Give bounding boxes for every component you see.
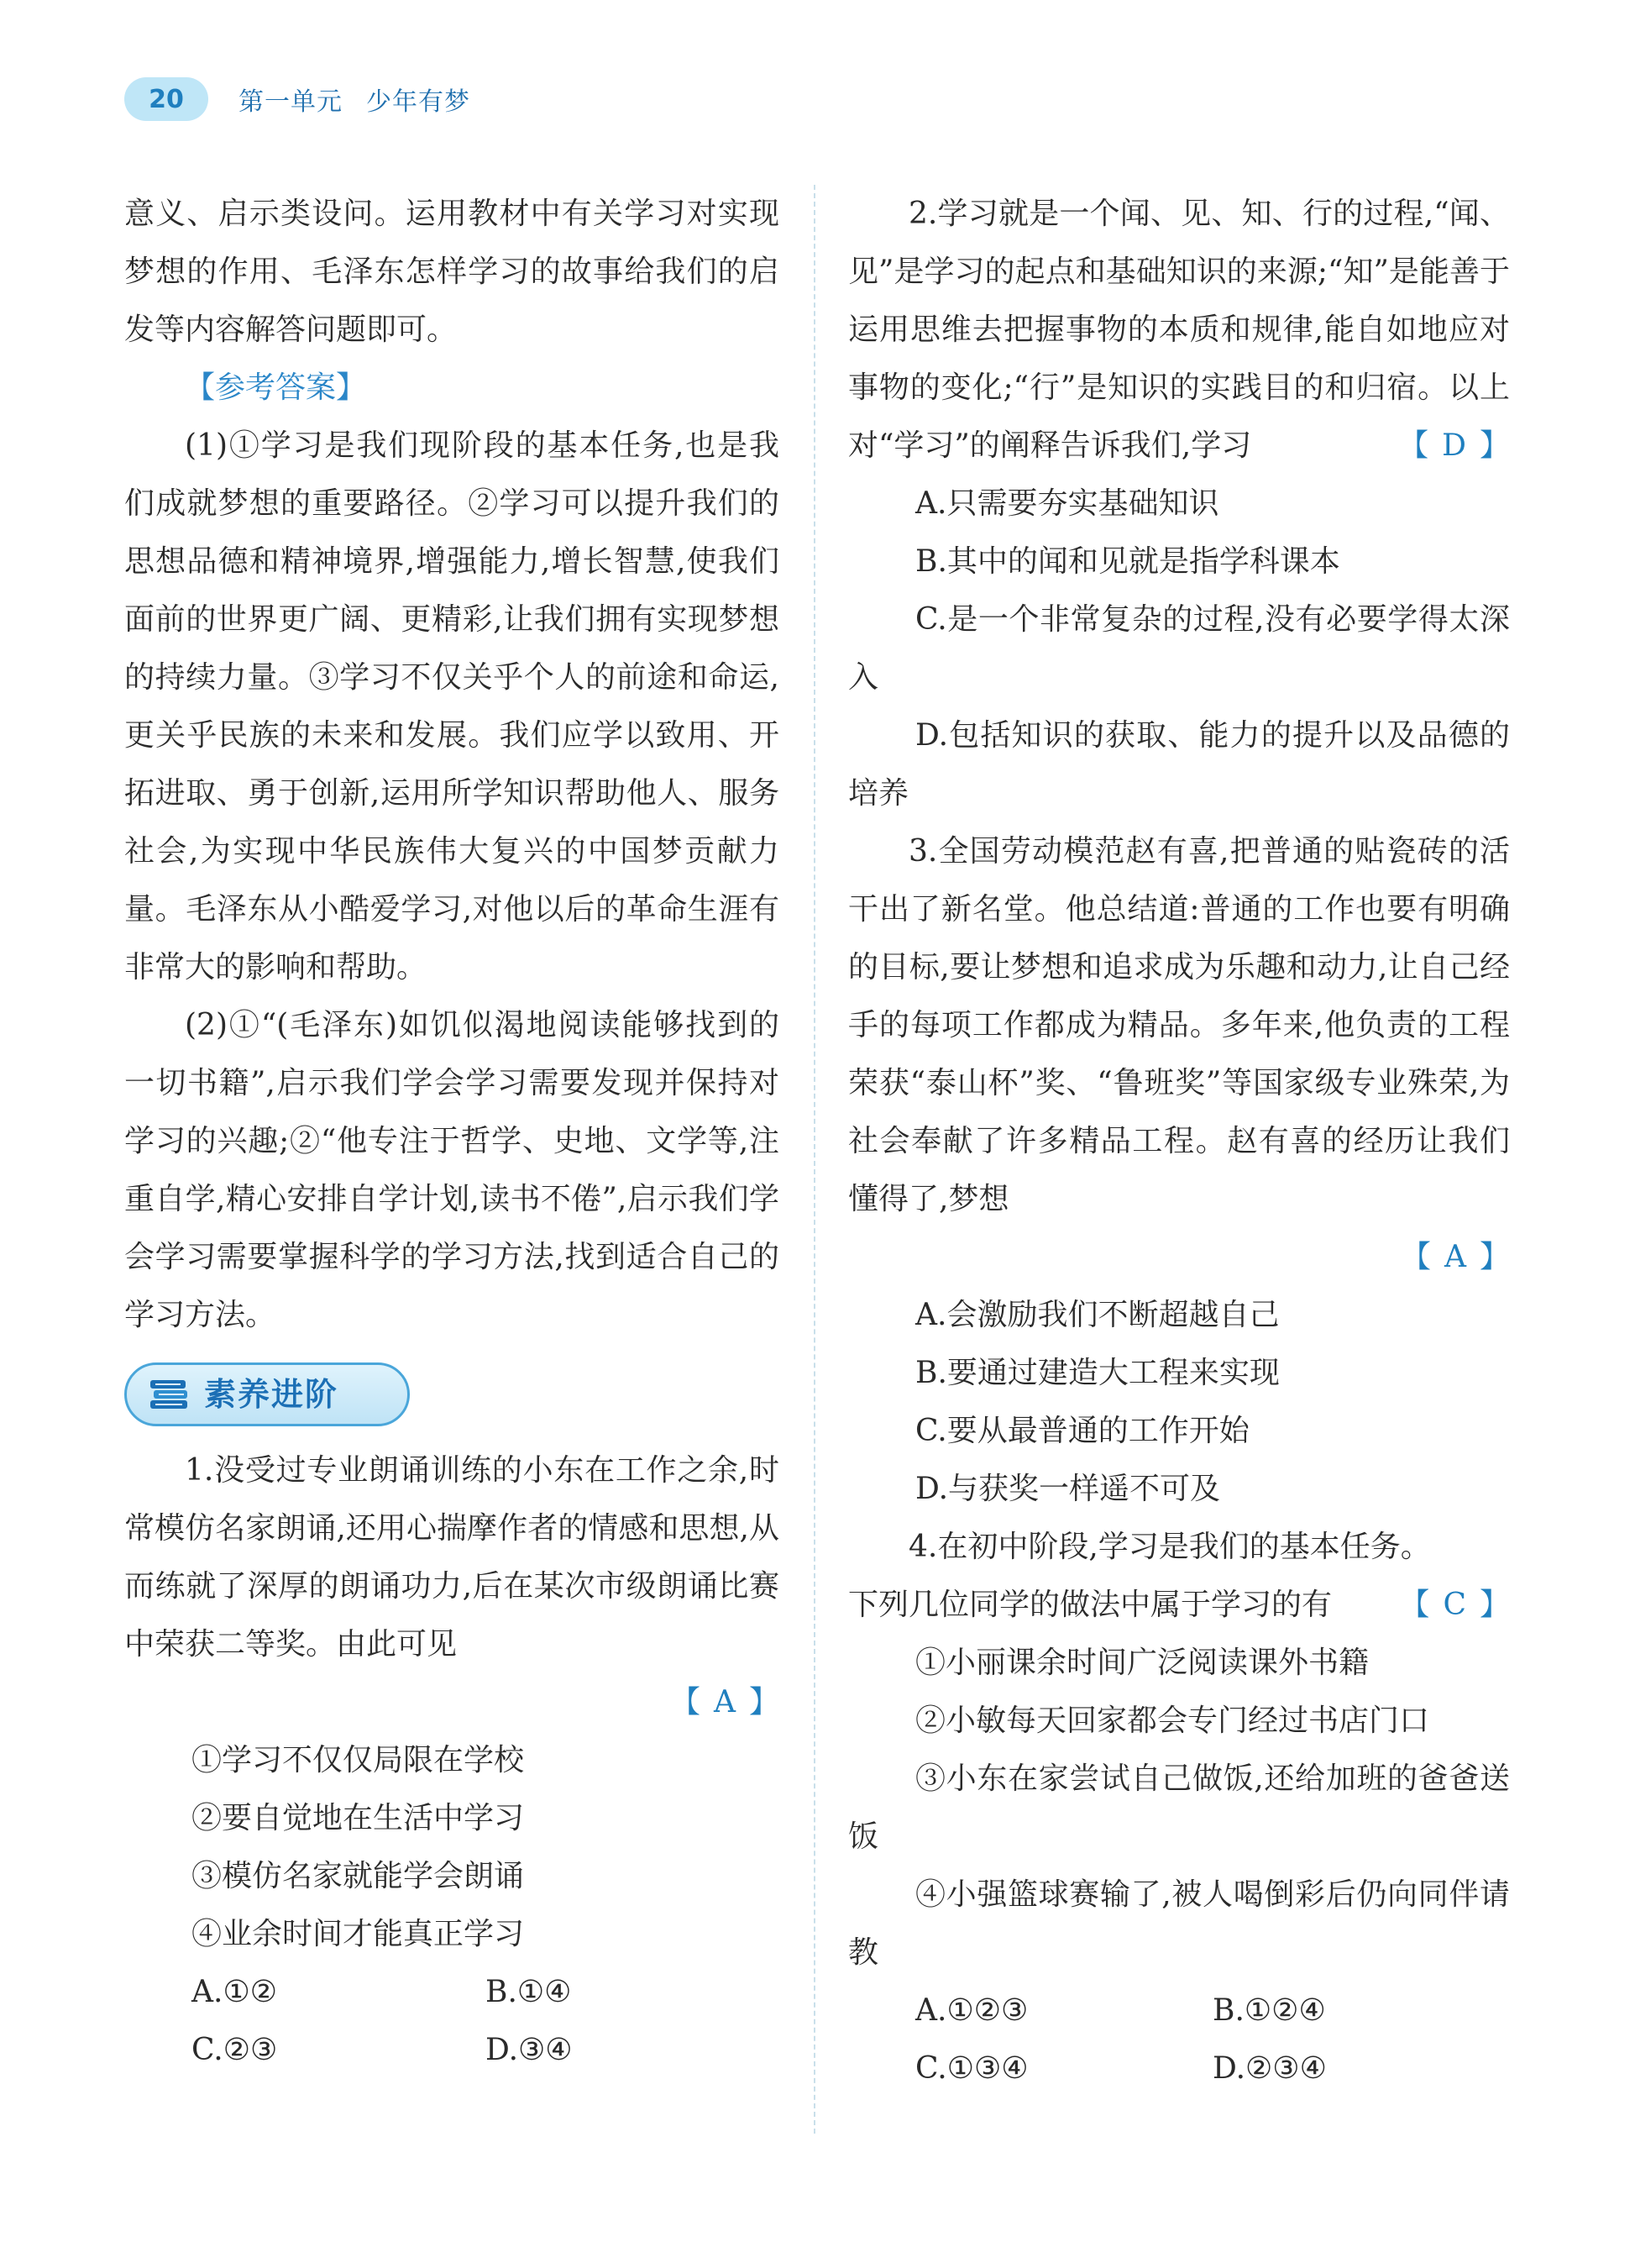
q3-option-b: B.要通过建造大工程来实现 <box>915 1356 1280 1390</box>
unit-label: 第一单元 <box>238 87 343 117</box>
q4-stem-b-line <box>848 1576 1510 1634</box>
section-banner <box>124 1362 410 1426</box>
q3-option-c: C.要从最普通的工作开始 <box>915 1414 1250 1448</box>
q1-options-ab <box>124 1963 779 2021</box>
q1-option-c: C.②③ <box>191 2033 278 2067</box>
unit-title: 少年有梦 <box>366 87 470 117</box>
q3-option-d: D.与获奖一样遥不可及 <box>915 1472 1221 1506</box>
q2-option-b: B.其中的闻和见就是指学科课本 <box>915 544 1340 579</box>
q2-option-a: A.只需要夯实基础知识 <box>915 486 1219 521</box>
q4-option-c: C.①③④ <box>915 2051 1029 2086</box>
q4-options-ab <box>848 1982 1510 2040</box>
left-column <box>124 185 779 2079</box>
intro-text: 意义、启示类设问。运用教材中有关学习对实现梦想的作用、毛泽东怎样学习的故事给我们的启发等内容解答问题即可。 <box>124 197 779 347</box>
answer-part-1: (1)①学习是我们现阶段的基本任务,也是我们成就梦想的重要路径。②学习可以提升我们的思想品德和精神境界,增强能力,增长智慧,使我们面前的世界更广阔、更精彩,让我们拥有实现梦想的持续力量。③学习不仅关乎个人的前途和命运,更关乎民族的未来和发展。我们应学以致用、开拓进取、勇于创新,运用所学知识帮助他人、服务社会,为实现中华民族伟大复兴的中国梦贡献力量。毛泽东从小酷爱学习,对他以后的革命生涯有非常大的影响和帮助。 <box>124 428 779 984</box>
q1-item-4: ④业余时间才能真正学习 <box>191 1917 525 1951</box>
q1-option-b: B.①④ <box>485 1975 572 2009</box>
q3-stem: 3.全国劳动模范赵有喜,把普通的贴瓷砖的活干出了新名堂。他总结道:普通的工作也要有明确的目标,要让梦想和追求成为乐趣和动力,让自己经手的每项工作都成为精品。多年来,他负责的工程荣获“泰山杯”奖、“鲁班奖”等国家级专业殊荣,为社会奉献了许多精品工程。赵有喜的经历让我们懂得了,梦想 <box>848 834 1510 1216</box>
q4-stem-a: 4.在初中阶段,学习是我们的基本任务。 <box>909 1530 1431 1564</box>
page-header <box>124 74 470 124</box>
q3-answer: 【 A 】 <box>1400 1240 1510 1274</box>
q1-item-2: ②要自觉地在生活中学习 <box>191 1801 525 1835</box>
answer-part-2: (2)①“(毛泽东)如饥似渴地阅读能够找到的一切书籍”,启示我们学会学习需要发现并保持对学习的兴趣;②“他专注于哲学、史地、文学等,注重自学,精心安排自学计划,读书不倦”,启示我们学会学习需要掌握科学的学习方法,找到适合自己的学习方法。 <box>124 1008 779 1332</box>
q4-answer: 【 C 】 <box>1399 1588 1510 1622</box>
q2-stem: 2.学习就是一个闻、见、知、行的过程,“闻、见”是学习的起点和基础知识的来源;“知”是能善于运用思维去把握事物的本质和规律,能自如地应对事物的变化;“行”是知识的实践目的和归宿。以上对“学习”的阐释告诉我们,学习 【 D 】 <box>848 197 1510 463</box>
q4-options-cd <box>848 2040 1510 2097</box>
q4-option-d: D.②③④ <box>1213 2051 1327 2086</box>
q1-stem: 1.没受过专业朗诵训练的小东在工作之余,时常模仿名家朗诵,还用心揣摩作者的情感和思想,从而练就了深厚的朗诵功力,后在某次市级朗诵比赛中荣获二等奖。由此可见 <box>124 1453 779 1662</box>
q1-options-cd <box>124 2021 779 2079</box>
q2-option-d: D.包括知识的获取、能力的提升以及品德的培养 <box>848 718 1510 811</box>
q1-option-d: D.③④ <box>485 2033 573 2067</box>
q4-item-4: ④小强篮球赛输了,被人喝倒彩后仍向同伴请教 <box>848 1877 1510 1970</box>
q4-option-a: A.①②③ <box>915 1993 1029 2028</box>
q2-option-c: C.是一个非常复杂的过程,没有必要学得太深入 <box>848 602 1510 695</box>
q1-item-1: ①学习不仅仅局限在学校 <box>191 1743 525 1777</box>
q1-item-3: ③模仿名家就能学会朗诵 <box>191 1859 525 1893</box>
q4-stem-b: 下列几位同学的做法中属于学习的有 <box>848 1588 1333 1622</box>
q1-option-a: A.①② <box>191 1975 277 2009</box>
q4-item-2: ②小敏每天回家都会专门经过书店门口 <box>915 1704 1430 1738</box>
column-divider <box>814 185 815 2134</box>
banner-title: 素养进阶 <box>204 1375 339 1413</box>
right-column <box>848 185 1510 2097</box>
q3-option-a: A.会激励我们不断超越自己 <box>915 1298 1280 1332</box>
q4-option-b: B.①②④ <box>1213 1993 1326 2028</box>
q4-item-3: ③小东在家尝试自己做饭,还给加班的爸爸送饭 <box>848 1761 1510 1854</box>
books-icon <box>147 1375 192 1414</box>
page-number: 20 <box>124 77 208 121</box>
answer-tag: 【参考答案】 <box>185 370 367 405</box>
q4-item-1: ①小丽课余时间广泛阅读课外书籍 <box>915 1646 1370 1680</box>
q1-answer: 【 A 】 <box>669 1685 779 1719</box>
